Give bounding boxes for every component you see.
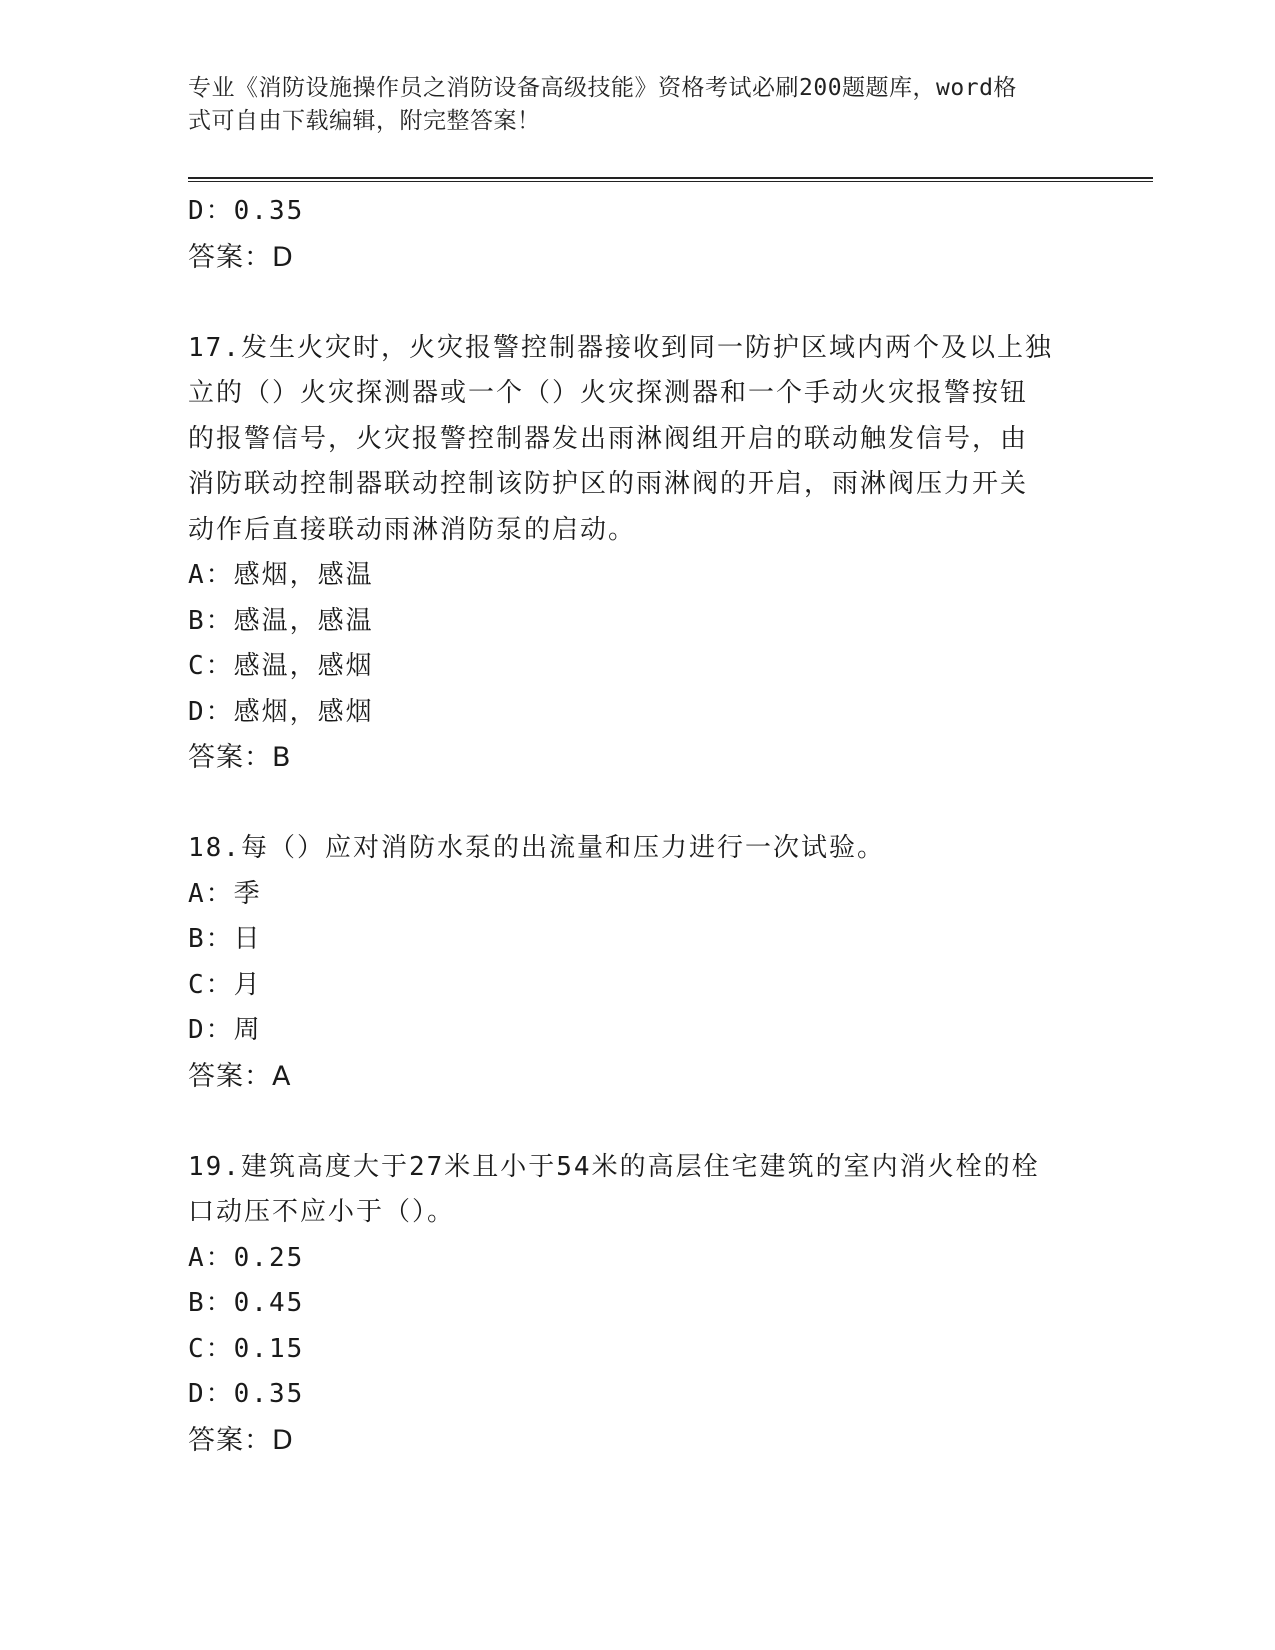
question-18	[188, 826, 1088, 1099]
option-b: B：0.45	[188, 1288, 305, 1318]
spacer	[188, 781, 1088, 827]
question-text-line: 19.建筑高度大于27米且小于54米的高层住宅建筑的室内消火栓的栓	[188, 1151, 1040, 1182]
option-c: C：感温，感烟	[188, 651, 374, 681]
spacer	[188, 280, 1088, 326]
option-d: D：周	[188, 1015, 262, 1045]
option-a: A：0.25	[188, 1242, 305, 1273]
option-d: D：0.35	[188, 1379, 305, 1409]
option-d: D：感烟，感烟	[188, 696, 374, 727]
question-text-line: 17.发生火灾时，火灾报警控制器接收到同一防护区域内两个及以上独	[188, 332, 1053, 363]
answer-line: 答案：D	[188, 1424, 294, 1456]
header-line-2: 式可自由下载编辑，附完整答案！	[188, 108, 541, 134]
question-text-line: 立的（）火灾探测器或一个（）火灾探测器和一个手动火灾报警按钮	[188, 378, 1029, 408]
option-b: B：日	[188, 924, 262, 954]
question-text-line: 18.每（）应对消防水泵的出流量和压力进行一次试验。	[188, 833, 885, 863]
document-header	[188, 72, 1068, 138]
question-17	[188, 326, 1088, 781]
question-text-line: 的报警信号，火灾报警控制器发出雨淋阀组开启的联动触发信号，由	[188, 423, 1029, 454]
question-content	[188, 189, 1088, 1463]
previous-question-tail	[188, 189, 1088, 280]
document-page	[188, 0, 1153, 1650]
answer-line: 答案：B	[188, 742, 292, 773]
answer-line: 答案：A	[188, 1060, 292, 1092]
option-a: A：感烟，感温	[188, 560, 374, 590]
question-19	[188, 1145, 1088, 1464]
header-divider	[188, 177, 1153, 182]
header-line-1: 专业《消防设施操作员之消防设备高级技能》资格考试必刷200题题库，word格	[188, 75, 1017, 101]
question-text-line: 口动压不应小于（）。	[188, 1197, 456, 1227]
option-b: B：感温，感温	[188, 605, 374, 636]
option-c: C：月	[188, 969, 262, 1000]
question-text-line: 消防联动控制器联动控制该防护区的雨淋阀的开启，雨淋阀压力开关	[188, 469, 1029, 499]
option-c: C：0.15	[188, 1333, 305, 1364]
answer-line: 答案：D	[188, 241, 294, 273]
option-a: A：季	[188, 878, 262, 909]
spacer	[188, 1099, 1088, 1145]
option-d: D：0.35	[188, 196, 305, 226]
question-text-line: 动作后直接联动雨淋消防泵的启动。	[188, 514, 637, 545]
